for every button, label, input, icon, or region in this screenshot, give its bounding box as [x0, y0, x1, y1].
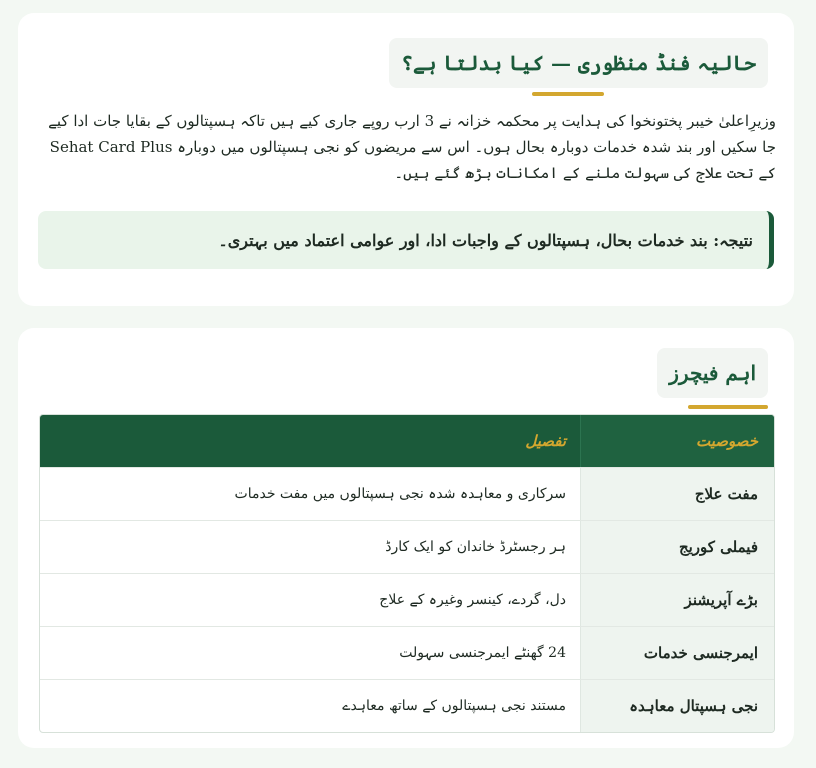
- detail-cell: مستند نجی ہسپتالوں کے ساتھ معاہدے: [342, 698, 566, 714]
- table-row: [40, 626, 774, 679]
- heading-underline: [688, 405, 768, 409]
- detail-cell: دل، گردے، کینسر وغیرہ کے علاج: [379, 592, 566, 608]
- section-heading-box: [389, 38, 768, 88]
- table-header-row: [40, 415, 774, 467]
- feature-cell: بڑے آپریشنز: [580, 574, 774, 626]
- features-card: [18, 328, 794, 748]
- feature-cell: فیملی کوریج: [580, 521, 774, 573]
- fund-approval-heading: حالیہ فنڈ منظوری — کیا بدلتا ہے؟: [401, 51, 756, 75]
- table-row: [40, 467, 774, 520]
- table-row: [40, 573, 774, 626]
- fund-approval-paragraph: وزیرِاعلیٰ خیبر پختونخوا کی ہدایت پر محکمہ خزانہ نے 3 ارب روپے جاری کیے ہیں تاکہ ہسپتالوں کے بقایا جات ادا کیے جا سکیں اور بند شدہ خدمات دوبارہ بحال ہوں۔ اس سے مریضوں کو نجی ہسپتالوں میں دوبارہ Sehat Card Plus کے تحت علاج کی سہولت ملنے کے امکانات بڑھ گئے ہیں۔: [48, 112, 776, 182]
- header-details: تفصیل: [525, 432, 566, 450]
- detail-cell: ہر رجسٹرڈ خاندان کو ایک کارڈ: [385, 539, 566, 555]
- result-callout: [38, 211, 774, 269]
- header-feature: خصوصیت: [580, 415, 774, 467]
- section-heading-box: [657, 348, 768, 398]
- table-row: [40, 679, 774, 732]
- heading-underline: [532, 92, 604, 96]
- feature-cell: ایمرجنسی خدمات: [580, 627, 774, 679]
- feature-cell: نجی ہسپتال معاہدہ: [580, 680, 774, 732]
- feature-cell: مفت علاج: [580, 468, 774, 520]
- features-heading: اہم فیچرز: [669, 361, 756, 385]
- fund-approval-card: [18, 13, 794, 306]
- result-text: نتیجہ: بند خدمات بحال، ہسپتالوں کے واجبات ادا، اور عوامی اعتماد میں بہتری۔: [218, 230, 753, 250]
- detail-cell: 24 گھنٹے ایمرجنسی سہولت: [399, 645, 566, 661]
- table-row: [40, 520, 774, 573]
- detail-cell: سرکاری و معاہدہ شدہ نجی ہسپتالوں میں مفت خدمات: [234, 486, 566, 502]
- features-table: [39, 414, 775, 733]
